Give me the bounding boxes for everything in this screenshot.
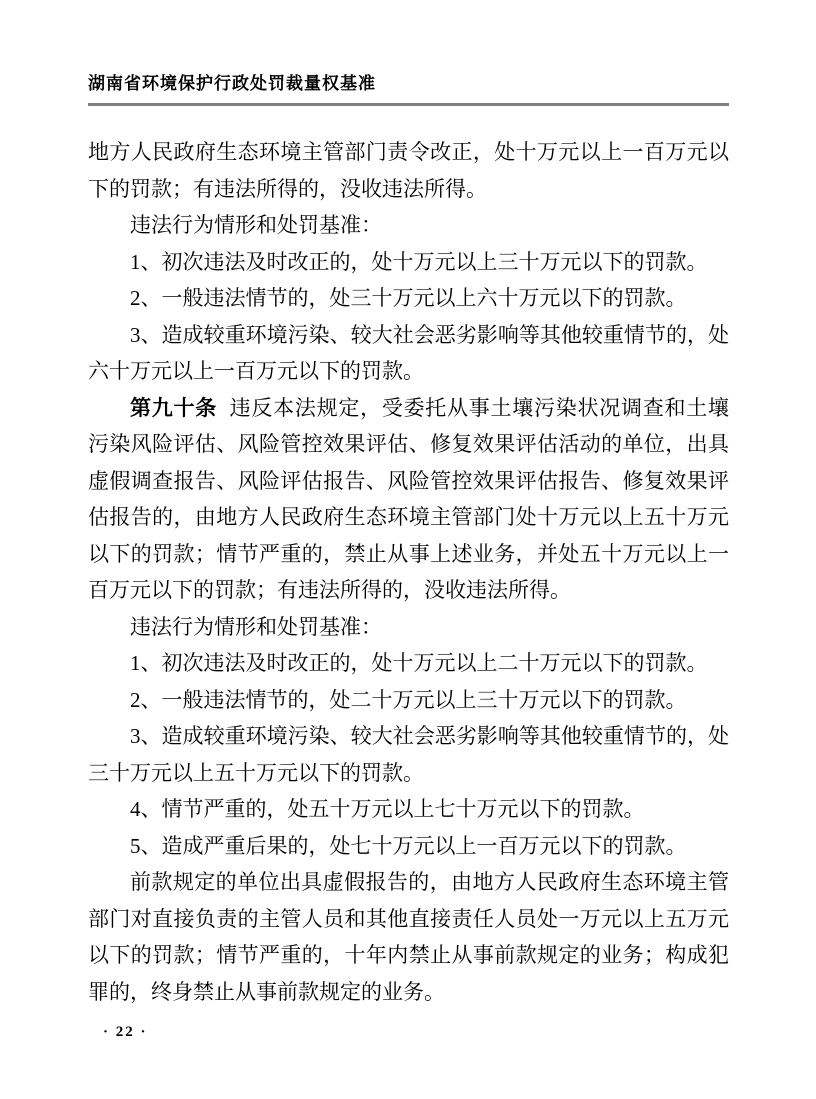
penalty-item-1-2: 2、一般违法情节的，处三十万元以上六十万元以下的罚款。 bbox=[130, 286, 687, 310]
penalty-basis-heading-2: 违法行为情形和处罚基准： bbox=[130, 614, 382, 639]
paragraph-continuation: 地方人民政府生态环境主管部门责令改正，处十万元以上一百万元以下的罚款；有违法所得的，没收违法所得。 bbox=[88, 140, 729, 201]
penalty-item-1-1: 1、初次违法及时改正的，处十万元以上三十万元以下的罚款。 bbox=[130, 249, 708, 274]
penalty-item-2-3: 3、造成较重环境污染、较大社会恶劣影响等其他较重情节的，处三十万元以上五十万元以下的罚款。 bbox=[88, 724, 729, 785]
penalty-item-2-2: 2、一般违法情节的，处二十万元以上三十万元以下的罚款。 bbox=[130, 687, 687, 712]
paragraph-article-90 bbox=[88, 390, 729, 609]
article-text: 违反本法规定，受委托从事土壤污染状况调查和土壤污染风险评估、风险管控效果评估、修复效果评估活动的单位，出具虚假调查报告、风险评估报告、风险管控效果评估报告、修复效果评估报告的，由地方人民政府生态环境主管部门处十万元以上五十万元以下的罚款；情节严重的，禁止从事上述业务，并处五十万元以上一百万元以下的罚款；有违法所得的，没收违法所得。 bbox=[88, 395, 730, 602]
document-header-title: 湖南省环境保护行政处罚裁量权基准 bbox=[88, 74, 376, 93]
penalty-item-2-1: 1、初次违法及时改正的，处十万元以上二十万元以下的罚款。 bbox=[130, 651, 708, 675]
paragraph-unit-false-report: 前款规定的单位出具虚假报告的，由地方人民政府生态环境主管部门对直接负责的主管人员和其他直接责任人员处一万元以上五万元以下的罚款；情节严重的，十年内禁止从事前款规定的业务；构成犯罪的，终身禁止从事前款规定的业务。 bbox=[88, 870, 729, 1004]
page-header bbox=[88, 73, 729, 106]
page-footer bbox=[103, 1024, 148, 1041]
header-rule bbox=[88, 103, 729, 106]
penalty-basis-heading-1: 违法行为情形和处罚基准： bbox=[130, 213, 382, 237]
penalty-item-2-5: 5、造成严重后果的，处七十万元以上一百万元以下的罚款。 bbox=[130, 833, 687, 858]
penalty-item-2-4: 4、情节严重的，处五十万元以上七十万元以下的罚款。 bbox=[130, 797, 645, 821]
article-number: 第九十条 bbox=[130, 395, 217, 420]
penalty-item-1-3: 3、造成较重环境污染、较大社会恶劣影响等其他较重情节的，处六十万元以上一百万元以下的罚款。 bbox=[88, 322, 729, 383]
page-number: · 22 · bbox=[103, 1024, 148, 1040]
document-body bbox=[88, 134, 729, 1010]
